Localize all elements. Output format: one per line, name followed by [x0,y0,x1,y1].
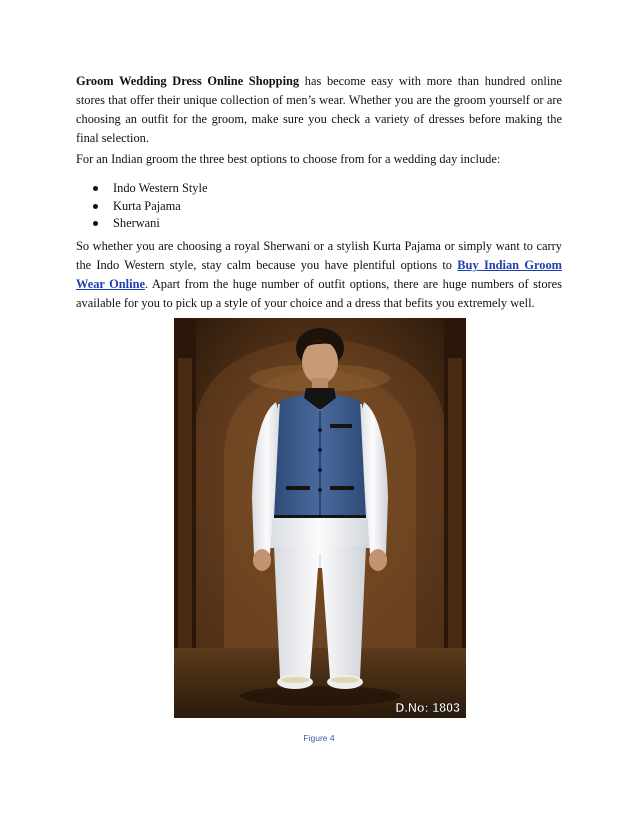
bullet-dot-icon [93,204,98,209]
list-item [93,198,207,216]
bullet-dot-icon [93,186,98,191]
bullet-dot-icon [93,221,98,226]
options-list [93,180,207,233]
list-item [93,215,207,233]
groom-illustration [174,318,466,718]
figure-caption: Figure 4 [303,733,335,743]
closing-text-before: So whether you are choosing a royal Sherwani or a stylish Kurta Pajama or simply want to carry the Indo Western style, stay calm because you have plentiful options to [76,239,562,272]
list-item-label: Indo Western Style [113,181,208,195]
buy-groom-wear-link[interactable]: Buy Indian Groom Wear Online [76,258,562,291]
list-item-label: Kurta Pajama [113,198,181,213]
list-item-label: Sherwani [113,216,160,230]
closing-text-after: . Apart from the huge number of outfit options, there are huge numbers of stores available for you to pick up a style of your choice and a dress that befits you extremely well. [76,277,562,310]
options-intro-paragraph: For an Indian groom the three best options to choose from for a wedding day include: [76,152,501,166]
intro-text: has become easy with more than hundred online stores that offer their unique collection of men’s wear. Whether you are the groom yourself or are choosing an outfit for the groom, make sure you check a variety of dresses before making the final selection. [76,74,562,145]
intro-bold-lead: Groom Wedding Dress Online Shopping [76,74,300,88]
closing-paragraph [76,237,562,313]
design-number-label: D.No: 1803 [395,701,460,715]
groom-outfit-photo [174,318,466,718]
intro-paragraph [76,72,562,148]
list-item [93,180,207,198]
